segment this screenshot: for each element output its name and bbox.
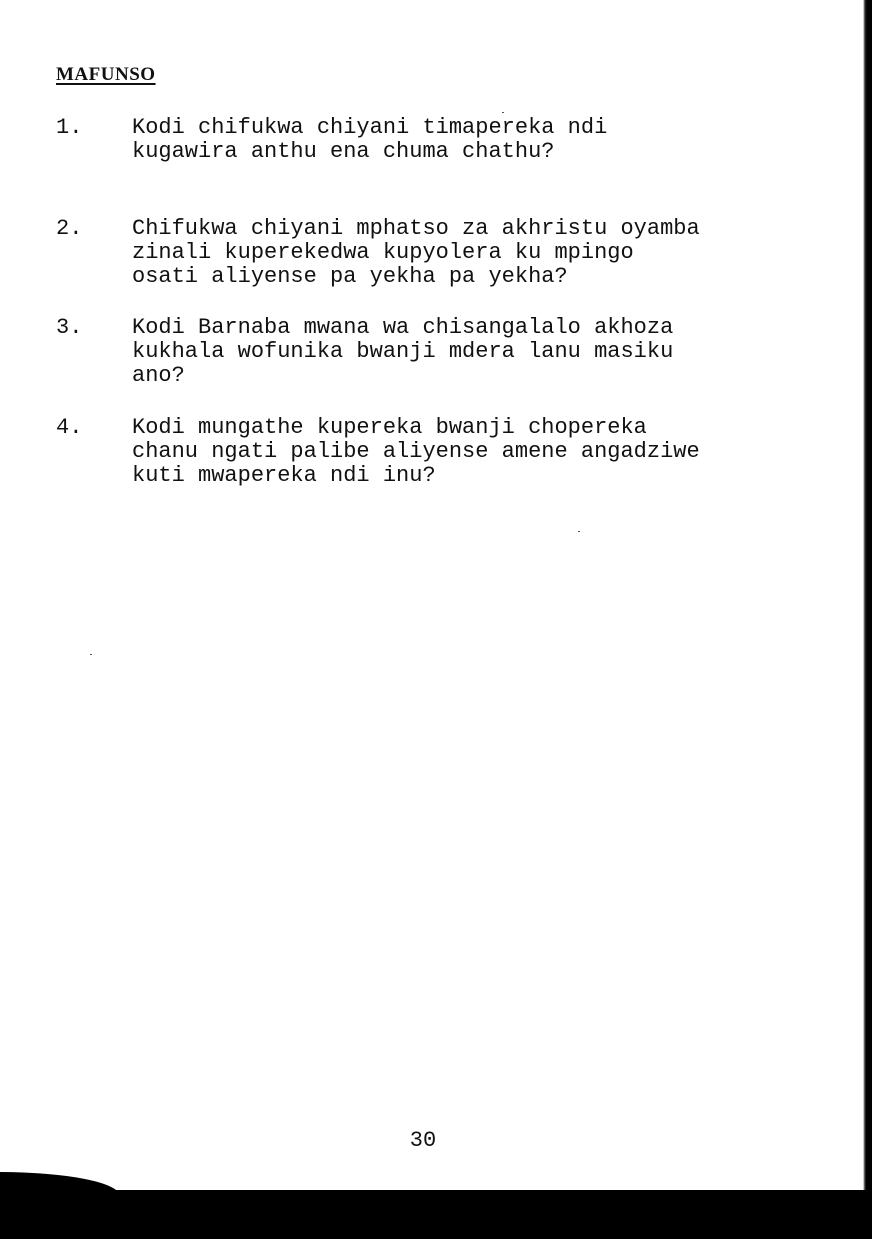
question-text: Kodi Barnaba mwana wa chisangalalo akhoza kukhala wofunika bwanji mdera lanu masiku ano? bbox=[132, 315, 674, 388]
section-heading: MAFUNSO bbox=[56, 64, 156, 85]
question-text: Chifukwa chiyani mphatso za akhristu oyamba zinali kuperekedwa kupyolera ku mpingo osati aliyense pa yekha pa yekha? bbox=[132, 216, 700, 289]
scan-speck bbox=[90, 654, 92, 655]
scan-speck bbox=[578, 531, 580, 532]
question-text: Kodi mungathe kupereka bwanji chopereka chanu ngati palibe aliyense amene angadziwe kuti mwapereka ndi inu? bbox=[132, 415, 700, 488]
question-number: 1. bbox=[56, 115, 83, 140]
scan-speck bbox=[502, 112, 504, 113]
question-text: Kodi chifukwa chiyani timapereka ndi kugawira anthu ena chuma chathu? bbox=[132, 115, 608, 164]
question-number: 2. bbox=[56, 216, 83, 241]
question-number: 4. bbox=[56, 415, 83, 440]
scan-bottom-band bbox=[0, 1190, 872, 1239]
page-number: 30 bbox=[409, 1128, 437, 1153]
question-number: 3. bbox=[56, 315, 83, 340]
scan-right-edge-shadow bbox=[866, 880, 872, 1210]
